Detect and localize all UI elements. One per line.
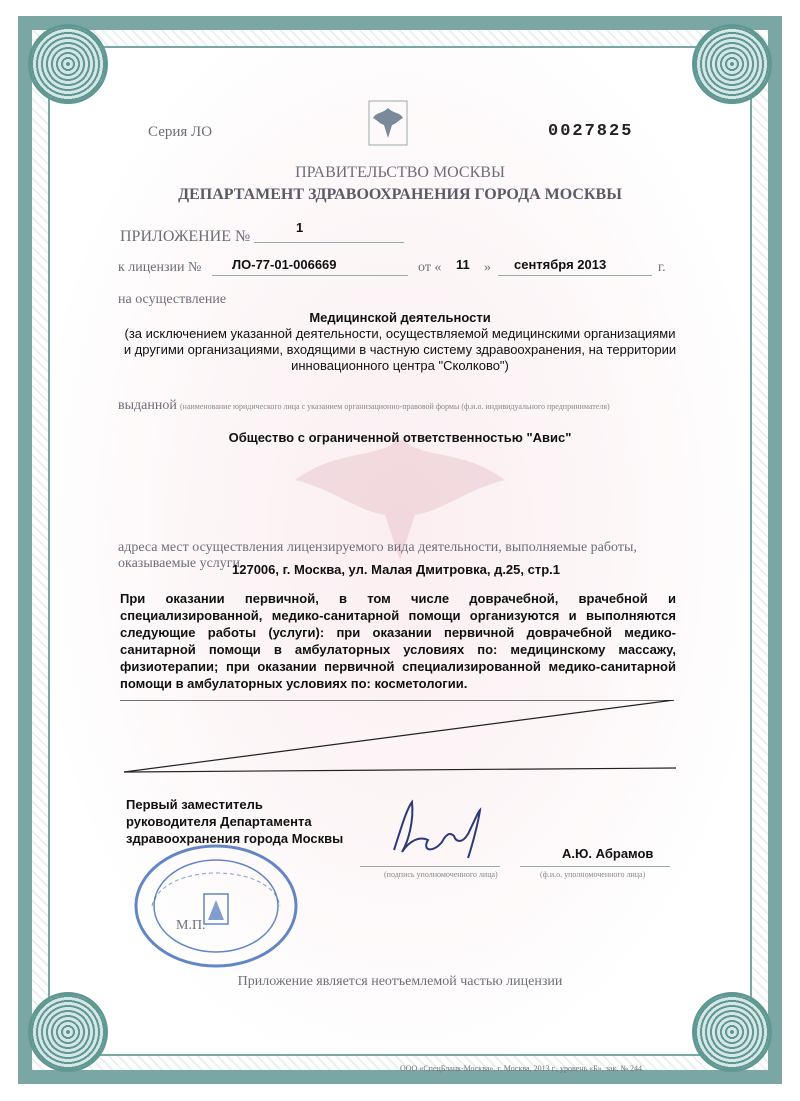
appendix-number-line xyxy=(254,242,404,243)
corner-rosette-icon xyxy=(692,24,772,104)
license-day: 11 xyxy=(456,257,470,272)
from-label: от « xyxy=(418,260,442,275)
series-label: Серия ЛО xyxy=(148,124,213,140)
license-number-line xyxy=(212,275,408,276)
corner-rosette-icon xyxy=(28,992,108,1072)
address-value: 127006, г. Москва, ул. Малая Дмитровка, д.25, стр.1 xyxy=(232,562,560,577)
appendix-number: 1 xyxy=(296,220,304,235)
organization-name: Общество с ограниченной ответственностью "Авис" xyxy=(228,430,572,445)
address-label-line2: оказываемые услуги xyxy=(118,556,241,571)
services-text: При оказании первичной, в том числе доврачебной, врачебной и специализированной, медико-санитарной помощи организуются и выполняются следующие работы (услуги): при оказании первичной доврачебной медико-санитарной помощи в амбулаторных условиях по: медицинскому массажу, физиотерапии; при оказании первичной специализированной медико-санитарной помощи в амбулаторных условиях по: косметологии. xyxy=(120,591,676,691)
printer-info: ООО «СпецБланк-Москва», г. Москва, 2013 г., уровень «Б», зак. № 244. xyxy=(400,1064,644,1073)
signature-caption: (подпись уполномоченного лица) xyxy=(384,870,498,879)
corner-rosette-icon xyxy=(28,24,108,104)
name-line xyxy=(520,866,670,867)
coat-of-arms-icon xyxy=(368,100,408,146)
handwritten-signature xyxy=(372,792,502,872)
signature-line xyxy=(360,866,500,867)
license-number: ЛО-77-01-006669 xyxy=(232,257,337,272)
day-close-quote: » xyxy=(484,260,491,275)
cancellation-z-lines xyxy=(120,700,680,790)
issued-label: выданной xyxy=(118,398,177,413)
license-label: к лицензии № xyxy=(118,260,202,275)
seal-place: М.П. xyxy=(176,918,206,933)
footer-note: Приложение является неотъемлемой частью лицензии xyxy=(237,974,563,989)
activity-description: (за исключением указанной деятельности, осуществляемой медицинскими организациями и другими организациями, входящими в частную систему здравоохранения, на территории инновационного центра "Сколково") xyxy=(123,326,677,373)
form-number: 0027825 xyxy=(548,122,634,141)
appendix-label: ПРИЛОЖЕНИЕ № xyxy=(120,228,251,245)
year-suffix: г. xyxy=(658,260,666,275)
signatory-name: А.Ю. Абрамов xyxy=(562,846,654,861)
signatory-position: Первый заместитель руководителя Департамента здравоохранения города Москвы xyxy=(126,797,344,846)
government-title: ПРАВИТЕЛЬСТВО МОСКВЫ xyxy=(295,164,505,181)
corner-rosette-icon xyxy=(692,992,772,1072)
department-title: ДЕПАРТАМЕНТ ЗДРАВООХРАНЕНИЯ ГОРОДА МОСКВЫ xyxy=(178,186,622,203)
date-line xyxy=(498,275,652,276)
name-caption: (ф.и.о. уполномоченного лица) xyxy=(540,870,646,879)
address-label-line1: адреса мест осуществления лицензируемого вида деятельности, выполняемые работы, xyxy=(118,540,637,555)
license-month-year: сентября 2013 xyxy=(514,257,607,272)
official-stamp xyxy=(132,842,300,970)
issued-annotation: (наименование юридического лица с указанием организационно-правовой формы (ф.и.о. индивидуального предпринимателя) xyxy=(180,402,610,411)
activity-label: на осуществление xyxy=(118,292,227,307)
activity-title: Медицинской деятельности xyxy=(309,310,491,325)
